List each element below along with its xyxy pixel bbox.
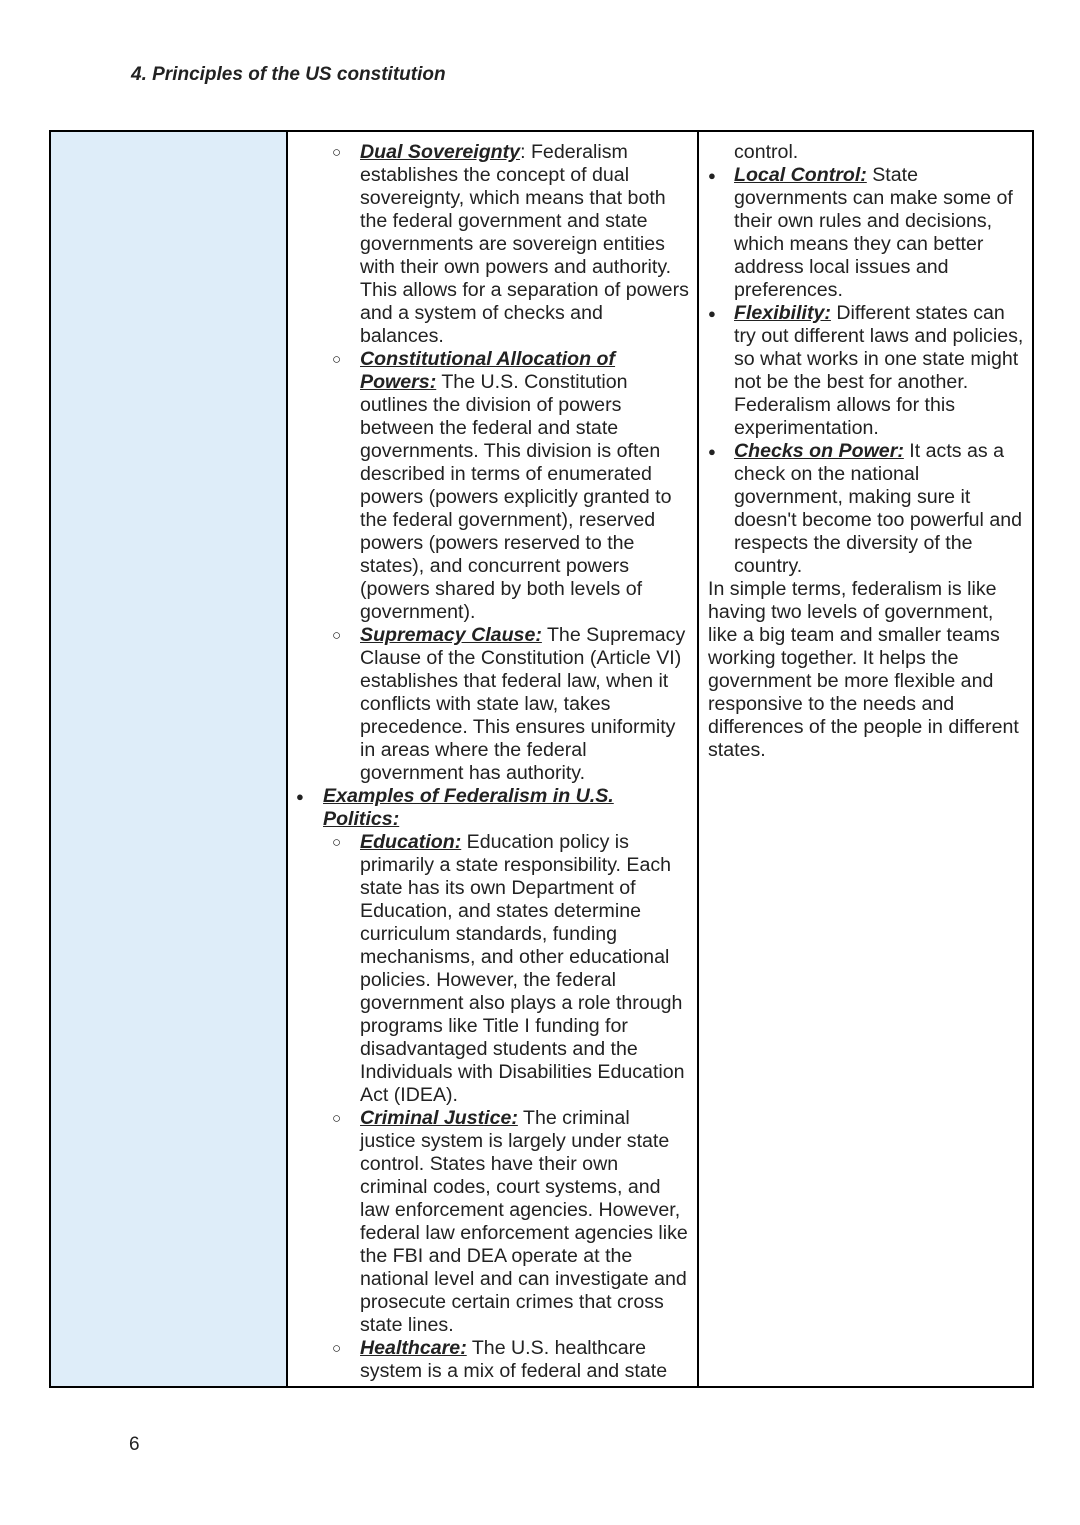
item-text: : Federalism establishes the concept of dual sovereignty, which means that both the federal government and state governments are sovereign entities with their own powers and authority. This allows for a separation of powers and a system of checks and balances. — [360, 141, 689, 347]
item-text: The U.S. Constitution outlines the division of powers between the federal and state governments. This division is often described in terms of enumerated powers (powers explicitly granted to the federal government), reserved powers (powers reserved to the states), and concurrent powers (powers shared by both levels of government). — [360, 371, 672, 623]
benefits-column — [699, 132, 1032, 1386]
notes-table — [49, 130, 1034, 1388]
term-dual-sovereignty: Dual Sovereignty — [360, 141, 521, 163]
notes-column — [288, 132, 699, 1386]
list-item-flexibility — [699, 302, 1032, 440]
term-flexibility: Flexibility: — [734, 302, 831, 324]
list-item-checks-on-power — [699, 440, 1032, 578]
topic-column — [51, 132, 288, 1386]
term-supremacy: Supremacy Clause: — [360, 624, 542, 646]
continued-text: control. — [734, 141, 799, 163]
term-allocation: Constitutional Allocation of Powers: — [360, 348, 616, 393]
term-education: Education: — [360, 831, 462, 853]
list-item-supremacy — [288, 624, 697, 785]
page-number: 6 — [129, 1434, 140, 1455]
list-item-local-control — [699, 164, 1032, 302]
item-text: It acts as a check on the national government, making sure it doesn't become too powerful and respects the diversity of the country. — [734, 440, 1023, 577]
summary-paragraph: In simple terms, federalism is like having two levels of government, like a big team and smaller teams working together. It helps the government be more flexible and responsive to the needs and differences of the people in different states. — [708, 578, 1019, 761]
term-criminal-justice: Criminal Justice: — [360, 1107, 518, 1129]
item-text: Education policy is primarily a state responsibility. Each state has its own Department of Education, and states determine curriculum standards, funding mechanisms, and other educational policies. However, the federal government also plays a role through programs like Title I funding for disadvantaged students and the Individuals with Disabilities Education Act (IDEA). — [360, 831, 685, 1106]
list-item-education — [288, 831, 697, 1107]
term-checks-on-power: Checks on Power: — [734, 440, 904, 462]
item-text: State governments can make some of their own rules and decisions, which means they can better address local issues and preferences. — [734, 164, 1013, 301]
list-item-healthcare — [288, 1337, 697, 1383]
term-local-control: Local Control: — [734, 164, 867, 186]
term-examples: Examples of Federalism in U.S. Politics: — [323, 785, 614, 830]
item-text: Different states can try out different laws and policies, so what works in one state might not be the best for another. Federalism allows for this experimentation. — [734, 302, 1024, 439]
term-healthcare: Healthcare: — [360, 1337, 467, 1359]
list-item-allocation — [288, 348, 697, 624]
list-item-examples — [288, 785, 697, 831]
section-heading: 4. Principles of the US constitution — [131, 64, 446, 85]
item-text: The criminal justice system is largely under state control. States have their own criminal codes, court systems, and law enforcement agencies. However, federal law enforcement agencies like the FBI and DEA operate at the national level and can investigate and prosecute certain crimes that cross state lines. — [360, 1107, 688, 1336]
item-text: The Supremacy Clause of the Constitution (Article VI) establishes that federal law, when it conflicts with state law, takes precedence. This ensures uniformity in areas where the federal government has authority. — [360, 624, 686, 784]
list-item-dual-sovereignty — [288, 141, 697, 348]
list-item-criminal-justice — [288, 1107, 697, 1337]
item-text: The U.S. healthcare system is a mix of federal and state — [360, 1337, 668, 1382]
